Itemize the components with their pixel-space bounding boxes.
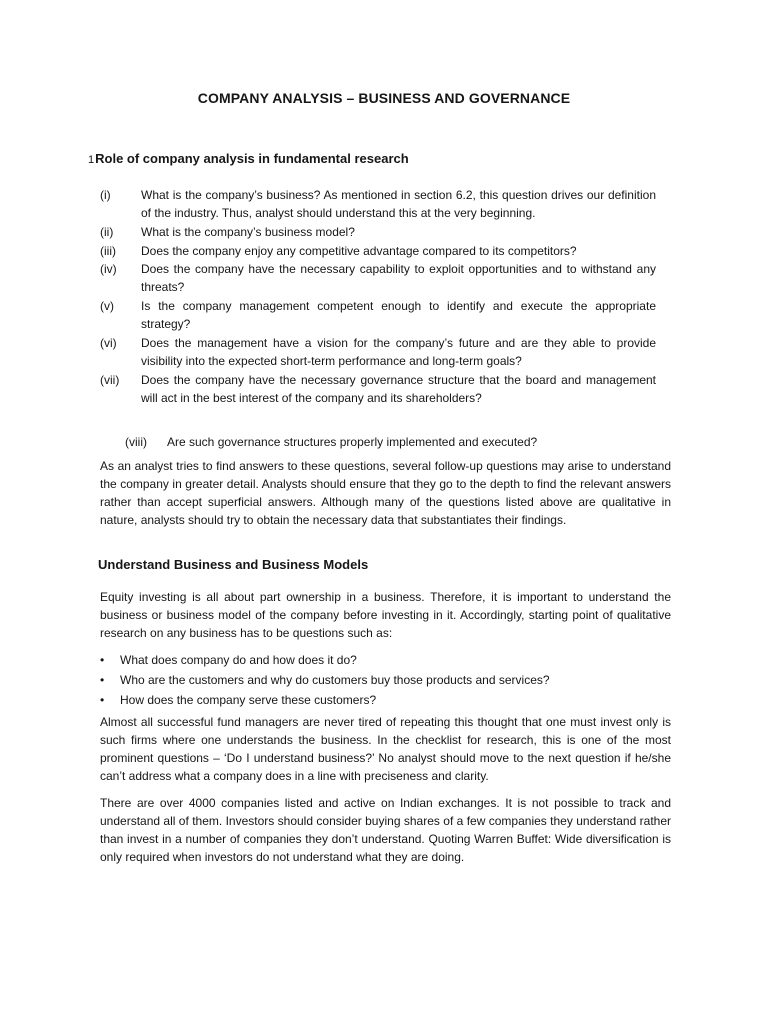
- question-number: (viii): [125, 435, 147, 449]
- question-text: Are such governance structures properly implemented and executed?: [167, 435, 538, 449]
- question-item: [100, 297, 656, 333]
- question-number: (i): [100, 188, 111, 202]
- bullet-item: [100, 650, 671, 670]
- bullet-marker: •: [100, 653, 105, 667]
- bullet-text: What does company do and how does it do?: [120, 653, 357, 667]
- question-item: [100, 371, 656, 407]
- equity-investing-paragraph: Equity investing is all about part ownership in a business. Therefore, it is important to understand the business or business model of the company before investing in it. Accordingly, starting point of qualitative research on any business has to be questions such as:: [100, 590, 671, 640]
- question-text: Does the company have the necessary capability to exploit opportunities and to withstand any threats?: [141, 262, 656, 294]
- question-text: Does the company enjoy any competitive advantage compared to its competitors?: [141, 244, 577, 258]
- question-number: (ii): [100, 225, 114, 239]
- analyst-paragraph: As an analyst tries to find answers to these questions, several follow-up questions may arise to understand the company in greater detail. Analysts should ensure that they go to the depth to find the relevant answers rather than accept superficial answers. Although many of the questions listed above are qualitative in nature, analysts should try to obtain the necessary data that substantiates their findings.: [100, 459, 671, 527]
- question-number: (vii): [100, 373, 120, 387]
- bullet-item: [100, 670, 671, 690]
- question-number: (vi): [100, 336, 117, 350]
- question-item: [100, 186, 656, 222]
- fund-managers-paragraph: Almost all successful fund managers are never tired of repeating this thought that one must invest only is such firms where one understands the business. In the checklist for research, this is one of the most prominent questions – ‘Do I understand business?’ No analyst should move to the next question if he/she can’t address what a company does in a line with preciseness and clarity.: [100, 715, 671, 783]
- question-item: [125, 433, 537, 451]
- bullet-marker: •: [100, 693, 105, 707]
- question-text: Does the management have a vision for the company’s future and are they able to provide visibility into the expected short-term performance and long-term goals?: [141, 336, 656, 368]
- question-item: [100, 260, 656, 296]
- section-heading-business-models: Understand Business and Business Models: [98, 557, 369, 572]
- bullet-item: [100, 690, 671, 710]
- question-number: (v): [100, 299, 114, 313]
- section-heading-text: Role of company analysis in fundamental research: [95, 151, 409, 166]
- question-item: [100, 242, 656, 260]
- bullet-text: Who are the customers and why do customers buy those products and services?: [120, 673, 550, 687]
- bullet-marker: •: [100, 673, 105, 687]
- question-number: (iv): [100, 262, 117, 276]
- section-heading-role: [88, 151, 409, 166]
- question-item: [100, 223, 656, 241]
- footnote-marker: 1: [88, 154, 95, 166]
- question-text: Is the company management competent enough to identify and execute the appropriate strategy?: [141, 299, 656, 331]
- question-text: Does the company have the necessary governance structure that the board and management will act in the best interest of the company and its shareholders?: [141, 373, 656, 405]
- companies-listed-paragraph: There are over 4000 companies listed and active on Indian exchanges. It is not possible to track and understand all of them. Investors should consider buying shares of a few companies they understand rather than invest in a number of companies they don’t understand. Quoting Warren Buffet: Wide diversification is only required when investors do not understand what they are doing.: [100, 796, 671, 864]
- document-title: COMPANY ANALYSIS – BUSINESS AND GOVERNANCE: [197, 90, 571, 106]
- bullet-text: How does the company serve these customers?: [120, 693, 377, 707]
- question-item: [100, 334, 656, 370]
- question-number: (iii): [100, 244, 116, 258]
- question-text: What is the company’s business? As mentioned in section 6.2, this question drives our definition of the industry. Thus, analyst should understand this at the very beginning.: [141, 188, 656, 220]
- question-text: What is the company’s business model?: [141, 225, 355, 239]
- bullet-list: [100, 650, 671, 710]
